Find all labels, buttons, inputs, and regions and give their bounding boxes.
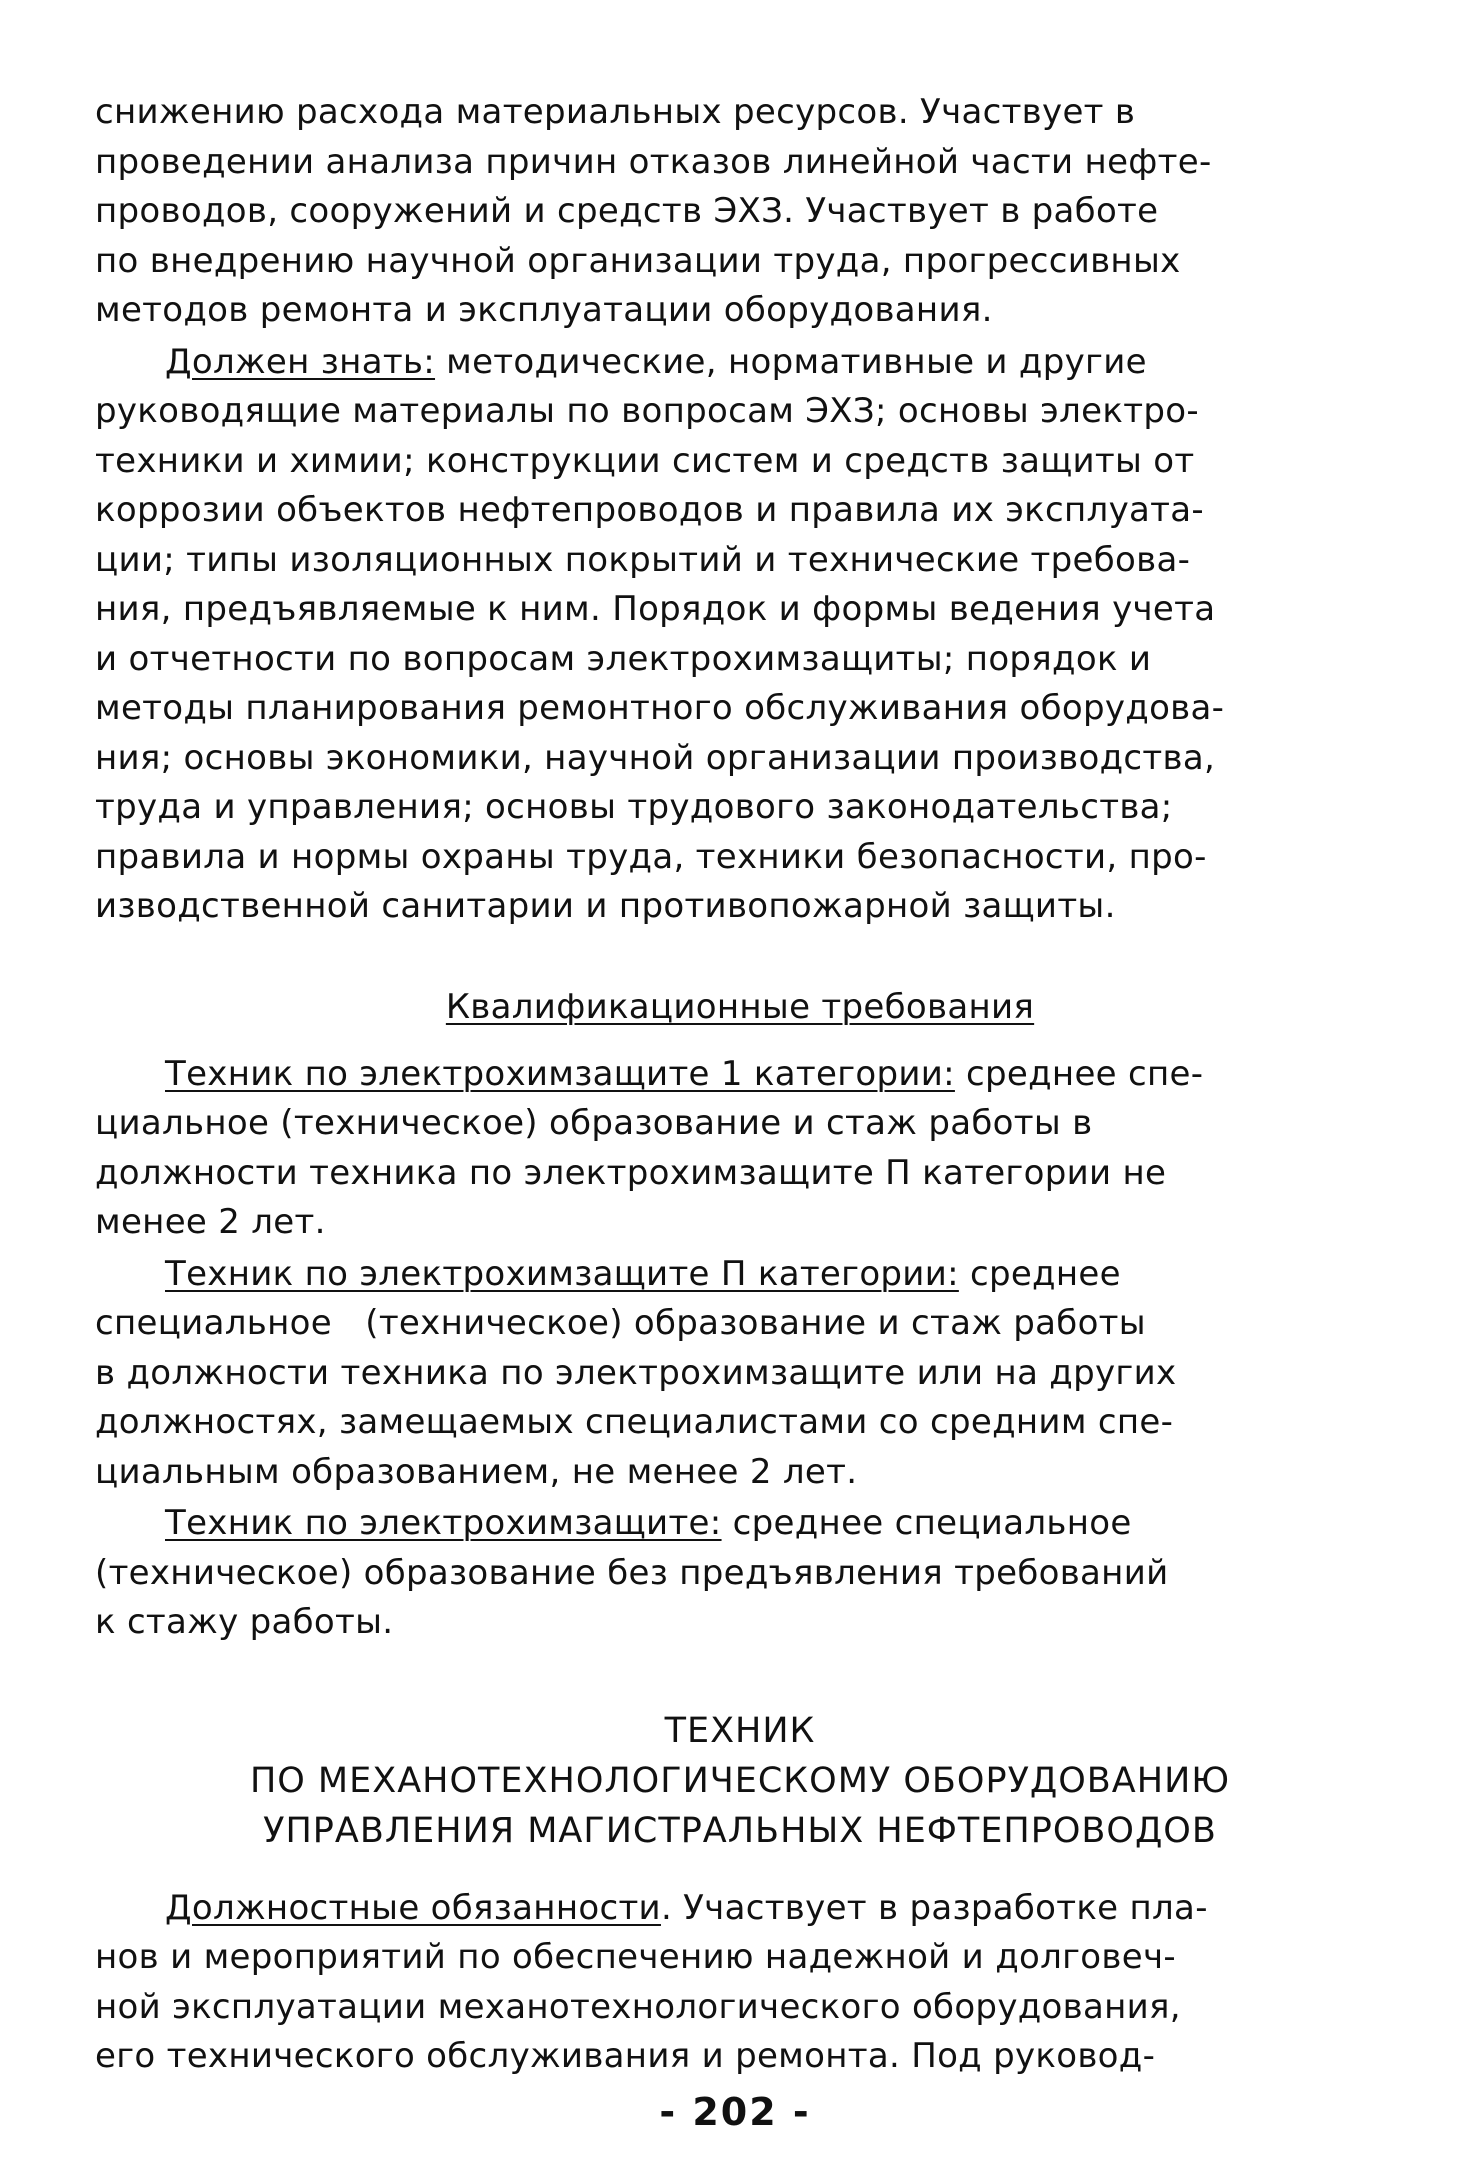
text-line bbox=[95, 1499, 1385, 1549]
text-line bbox=[95, 338, 1385, 388]
text-line: ной эксплуатации механотехнологического оборудования, bbox=[95, 1986, 1181, 2027]
text-line: техники и химии; конструкции систем и средств защиты от bbox=[95, 440, 1195, 481]
text-line: циальное (техническое) образование и стаж работы в bbox=[95, 1103, 1093, 1143]
text-line: и отчетности по вопросам электрохимзащиты; порядок и bbox=[95, 638, 1152, 679]
text-line: ции; типы изоляционных покрытий и технические требова- bbox=[95, 539, 1191, 580]
text-line: должностях, замещаемых специалистами со средним спе- bbox=[95, 1402, 1174, 1442]
text-fragment: . Участвует в разработке пла- bbox=[660, 1887, 1208, 1928]
text-line: в должности техника по электрохимзащите или на других bbox=[95, 1352, 1177, 1393]
paragraph-must-know bbox=[95, 338, 1385, 932]
category-2-heading: Техник по электрохимзащите П категории: bbox=[165, 1253, 959, 1294]
paragraph-category-3 bbox=[95, 1499, 1385, 1648]
title-line-3: УПРАВЛЕНИЯ МАГИСТРАЛЬНЫХ НЕФТЕПРОВОДОВ bbox=[263, 1810, 1217, 1851]
text-line bbox=[95, 1250, 1385, 1300]
text-fragment: среднее спе- bbox=[954, 1053, 1204, 1094]
text-line: труда и управления; основы трудового законодательства; bbox=[95, 787, 1173, 827]
job-duties-heading: Должностные обязанности bbox=[165, 1887, 661, 1928]
text-line: правила и нормы охраны труда, техники безопасности, про- bbox=[95, 836, 1207, 877]
text-line: ния, предъявляемые к ним. Порядок и формы ведения учета bbox=[95, 589, 1216, 629]
text-line: нов и мероприятий по обеспечению надежной и долговеч- bbox=[95, 1937, 1176, 1977]
text-line: методы планирования ремонтного обслуживания оборудова- bbox=[95, 688, 1225, 728]
text-line bbox=[95, 1050, 1385, 1100]
title-line-1: ТЕХНИК bbox=[664, 1710, 816, 1751]
paragraph-category-1 bbox=[95, 1050, 1385, 1248]
text-fragment: среднее специальное bbox=[721, 1503, 1132, 1543]
text-line bbox=[95, 1884, 1385, 1934]
text-line: должности техника по электрохимзащите П категории не bbox=[95, 1152, 1167, 1193]
document-page bbox=[95, 88, 1385, 2082]
text-line: к стажу работы. bbox=[95, 1602, 394, 1642]
text-line: проведении анализа причин отказов линейной части нефте- bbox=[95, 141, 1212, 182]
text-line: ния; основы экономики, научной организации производства, bbox=[95, 737, 1216, 778]
category-3-heading: Техник по электрохимзащите: bbox=[165, 1503, 722, 1543]
text-line: менее 2 лет. bbox=[95, 1202, 326, 1242]
text-line: проводов, сооружений и средств ЭХЗ. Участвует в работе bbox=[95, 191, 1159, 231]
paragraph-duties-continued bbox=[95, 88, 1385, 336]
text-line: снижению расхода материальных ресурсов. Участвует в bbox=[95, 92, 1136, 132]
qualification-heading-text: Квалификационные требования bbox=[445, 986, 1035, 1027]
text-line: специальное (техническое) образование и стаж работы bbox=[95, 1303, 1146, 1343]
must-know-heading: Должен знать: bbox=[165, 341, 436, 382]
text-line: руководящие материалы по вопросам ЭХЗ; основы электро- bbox=[95, 391, 1199, 431]
text-line: коррозии объектов нефтепроводов и правила их эксплуата- bbox=[95, 490, 1204, 530]
paragraph-job-duties bbox=[95, 1884, 1385, 2082]
title-line-2: ПО МЕХАНОТЕХНОЛОГИЧЕСКОМУ ОБОРУДОВАНИЮ bbox=[249, 1760, 1231, 1801]
page-number: - 202 - bbox=[659, 2090, 811, 2134]
text-line: методов ремонта и эксплуатации оборудования. bbox=[95, 290, 993, 330]
text-line: (техническое) образование без предъявления требований bbox=[95, 1552, 1169, 1593]
paragraph-category-2 bbox=[95, 1250, 1385, 1498]
text-fragment: методические, нормативные и другие bbox=[435, 341, 1147, 382]
text-line: изводственной санитарии и противопожарной защиты. bbox=[95, 886, 1116, 926]
text-line: циальным образованием, не менее 2 лет. bbox=[95, 1451, 858, 1492]
text-line: его технического обслуживания и ремонта. Под руковод- bbox=[95, 2036, 1156, 2076]
category-1-heading: Техник по электрохимзащите 1 категории: bbox=[165, 1053, 955, 1094]
qualification-heading bbox=[95, 982, 1385, 1032]
text-fragment: среднее bbox=[958, 1253, 1121, 1294]
text-line: по внедрению научной организации труда, прогрессивных bbox=[95, 240, 1181, 281]
position-title bbox=[95, 1706, 1385, 1856]
